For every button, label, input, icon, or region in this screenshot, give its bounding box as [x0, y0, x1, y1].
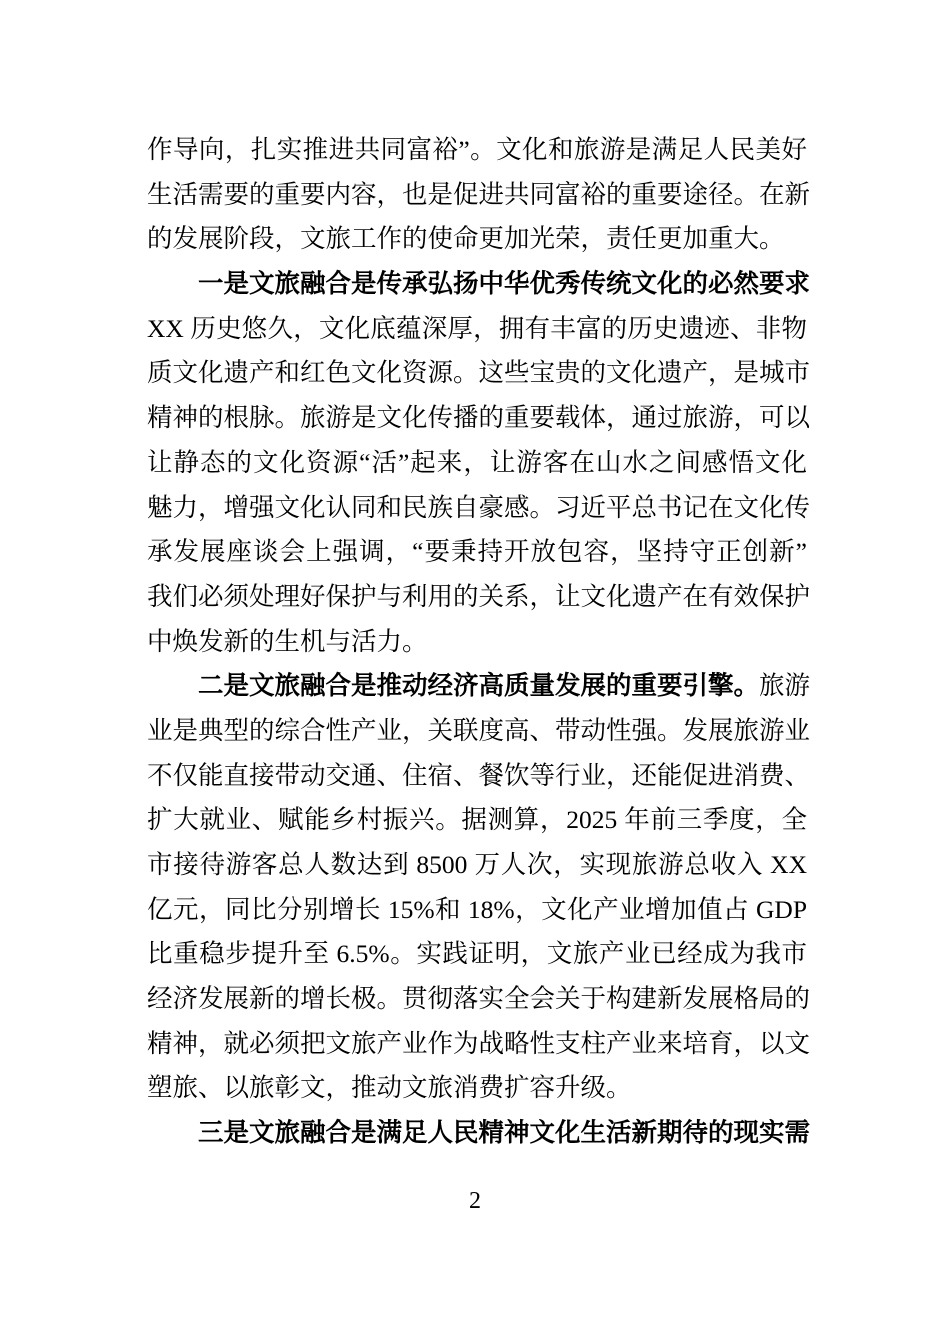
body-text-run: 亿元，同比分别增长 15%和 18%，文化产业增加值占 GDP — [147, 894, 807, 924]
paragraph — [147, 1111, 811, 1156]
text-line — [147, 754, 811, 799]
body-text-run: 质文化遗产和红色文化资源。这些宝贵的文化遗产，是城市 — [147, 358, 811, 388]
text-line — [147, 1066, 807, 1111]
text-line — [147, 977, 811, 1022]
text-line — [147, 396, 811, 441]
text-line — [147, 486, 811, 531]
bold-heading-text: 一是文旅融合是传承弘扬中华优秀传统文化的必然要求 — [198, 269, 811, 299]
paragraph — [147, 128, 811, 262]
text-line — [147, 173, 811, 218]
body-text-run: 经济发展新的增长极。贯彻落实全会关于构建新发展格局的 — [147, 984, 811, 1014]
text-line — [147, 441, 807, 486]
text-line — [147, 888, 807, 933]
text-line — [147, 575, 811, 620]
body-text-run: 扩大就业、赋能乡村振兴。据测算，2025 年前三季度，全 — [147, 805, 807, 835]
text-line — [147, 1022, 811, 1067]
text-line — [147, 620, 807, 665]
text-line — [147, 932, 807, 977]
text-line — [147, 262, 811, 307]
bold-heading-text: 三是文旅融合是满足人民精神文化生活新期待的现实需 — [198, 1118, 811, 1148]
body-text-run: 市接待游客总人数达到 8500 万人次，实现旅游总收入 XX — [147, 850, 807, 879]
body-text-run: 承发展座谈会上强调，“要秉持开放包容，坚持守正创新” — [147, 537, 807, 567]
text-line — [147, 843, 807, 888]
body-text-run: 旅游 — [759, 671, 811, 701]
text-line — [147, 307, 807, 352]
text-line — [147, 217, 807, 262]
body-text — [147, 128, 811, 1156]
body-text-run: 作导向，扎实推进共同富裕”。文化和旅游是满足人民美好 — [147, 135, 807, 164]
body-text-run: 塑旅、以旅彰文，推动文旅消费扩容升级。 — [147, 1073, 632, 1103]
body-text-run: 精神，就必须把文旅产业作为战略性支柱产业来培育，以文 — [147, 1028, 811, 1058]
body-text-run: 中焕发新的生机与活力。 — [147, 626, 428, 656]
body-text-run: 让静态的文化资源“活”起来，让游客在山水之间感悟文化 — [147, 447, 807, 477]
body-text-run: 魅力，增强文化认同和民族自豪感。习近平总书记在文化传 — [147, 492, 811, 522]
body-text-run: 生活需要的重要内容，也是促进共同富裕的重要途径。在新 — [147, 179, 811, 209]
text-line — [147, 798, 807, 843]
page-number: 2 — [469, 1188, 481, 1214]
body-text-run: 我们必须处理好保护与利用的关系，让文化遗产在有效保护 — [147, 581, 811, 611]
paragraph — [147, 262, 811, 664]
body-text-run: XX 历史悠久，文化底蕴深厚，拥有丰富的历史遗迹、非物 — [147, 313, 807, 343]
body-text-run: 比重稳步提升至 6.5%。实践证明，文旅产业已经成为我市 — [147, 939, 807, 969]
body-text-run: 的发展阶段，文旅工作的使命更加光荣，责任更加重大。 — [147, 224, 785, 254]
body-text-run: 业是典型的综合性产业，关联度高、带动性强。发展旅游业 — [147, 715, 811, 745]
body-text-run: 不仅能直接带动交通、住宿、餐饮等行业，还能促进消费、 — [147, 760, 811, 790]
text-line — [147, 351, 811, 396]
text-line — [147, 709, 811, 754]
text-line — [147, 1111, 811, 1156]
bold-heading-text: 二是文旅融合是推动经济高质量发展的重要引擎。 — [198, 671, 760, 701]
text-line — [147, 664, 811, 709]
body-text-run: 精神的根脉。旅游是文化传播的重要载体，通过旅游，可以 — [147, 403, 811, 433]
text-line — [147, 530, 807, 575]
text-line — [147, 128, 807, 173]
paragraph — [147, 664, 811, 1111]
